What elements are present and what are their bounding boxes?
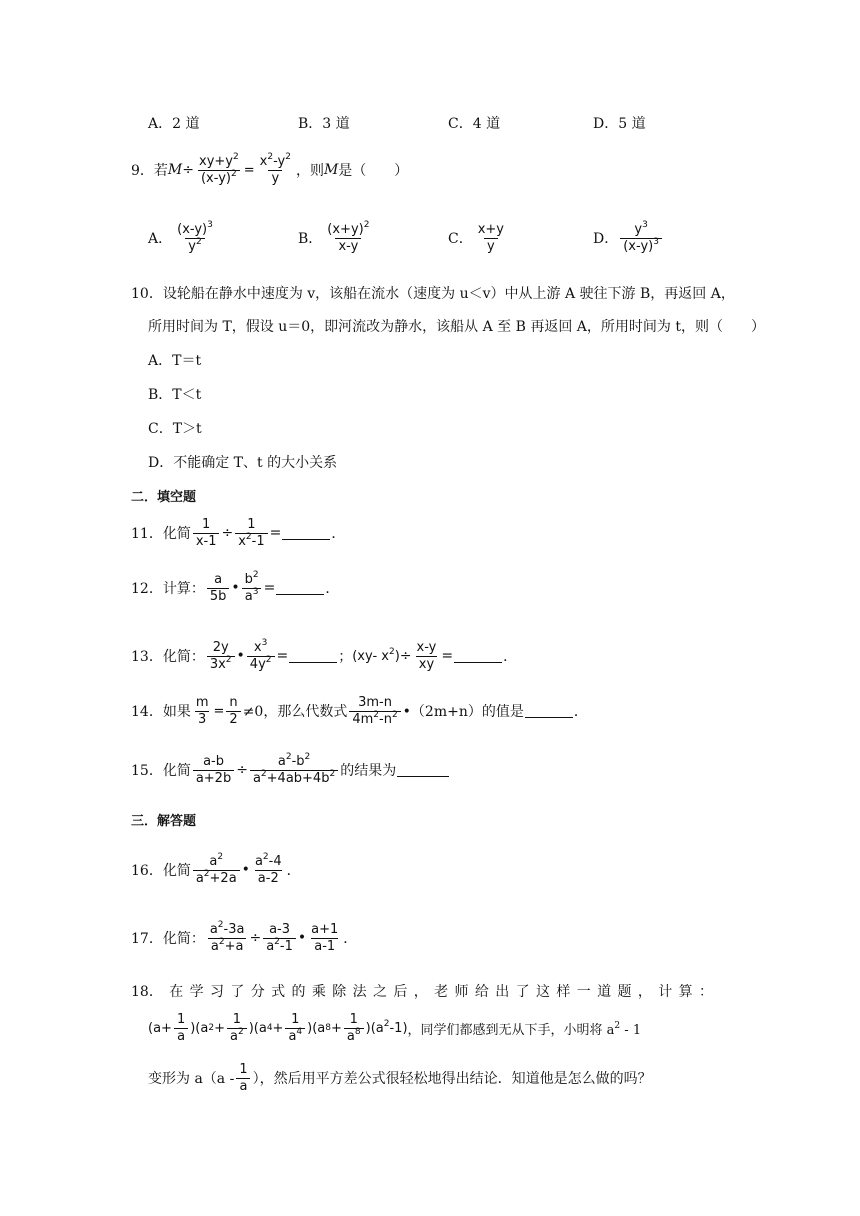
q18-f4-open: (a (312, 1020, 326, 1036)
q9-od-exp: 3 (642, 219, 648, 230)
q18-c3: 习 (209, 984, 224, 1000)
q18-f4-frac (344, 1013, 364, 1043)
q10-option-a (148, 350, 201, 370)
q9-option-d-label: D． (593, 231, 619, 247)
q11-end: ． (331, 526, 346, 542)
q9-var-m: M (167, 162, 183, 178)
q9-fraction-1 (196, 151, 242, 186)
q8-option-b (298, 113, 350, 133)
q18-f2-plus: + (214, 1020, 225, 1036)
q10-option-a-text: A．T＝t (148, 353, 202, 369)
q10-line-1-text: 10．设轮船在静水中速度为 v，该船在流水（速度为 u＜v）中从上游 A 驶往下游 B，再返回 A， (131, 286, 735, 302)
q11-frac-2: $\frac{1}{x^2-1}$ (235, 518, 267, 548)
q14-answer-blank[interactable] (525, 705, 573, 718)
q9-oa-num: (x-y) (177, 221, 208, 237)
q9-oa-den: y (188, 238, 196, 254)
q9-ob-den: x-y (338, 238, 359, 254)
q12-f1-den: 5b (207, 588, 230, 604)
q17-dot: • (297, 930, 307, 946)
q12-label: 12．计算： (131, 581, 205, 597)
q9-f2-den: y (271, 170, 280, 186)
q11-div: ÷ (221, 525, 234, 541)
q18-c17: 出 (495, 984, 510, 1000)
q15-answer-blank[interactable] (397, 764, 449, 777)
q16-label: 16．化简 (131, 863, 191, 879)
q17-f1-den-a: a (210, 938, 219, 954)
q18-tail-end: - 1 (620, 1022, 642, 1038)
q17-f1-den-b: +a (224, 938, 244, 954)
q14-mid: •（2m+n）的值是 (402, 704, 524, 720)
q18-f1-open: (a+ (148, 1020, 172, 1036)
q18-f2-open: (a (195, 1020, 209, 1036)
q18-c21: 一 (576, 984, 591, 1000)
q10-option-d-text: D．不能确定 T、t 的大小关系 (148, 455, 338, 471)
q18-c22: 道 (597, 984, 612, 1000)
q17 (131, 912, 357, 964)
q18-factor-2: (a 2 + $\frac{1}{a^2}$ ) (195, 1011, 254, 1044)
q13-eq2: = (441, 648, 454, 664)
q17-f1-num-b: -3a (223, 921, 245, 937)
q9-option-d (593, 214, 664, 262)
q17-label: 17．化简： (131, 931, 205, 947)
q13-f2-den: 4y (249, 656, 266, 672)
q18-line-3 (148, 1056, 652, 1100)
q15-frac-2: $\frac{a^2-b^2}{a^2+4ab+4b^2}$ (250, 755, 338, 785)
q18-f4-plus: + (331, 1020, 342, 1036)
q9-oc-num: x+y (477, 221, 504, 237)
q10-option-c (148, 418, 202, 438)
q12-f2-den: a (244, 588, 253, 604)
q16-frac-1: $\frac{a^2}{a^2+2a}$ (193, 855, 240, 885)
q18-l3-num: 1 (239, 1061, 248, 1077)
q18-f5-open: (a (370, 1020, 384, 1036)
q18-c19: 这 (535, 984, 550, 1000)
q14-f3-den-a: 4m (352, 711, 374, 727)
q11 (131, 510, 345, 556)
q18-factor-5 (370, 1018, 408, 1036)
q12-frac-2: $\frac{b^2}{a^3}$ (242, 573, 262, 603)
q10-option-b (148, 384, 201, 404)
q18-f4-num: 1 (349, 1011, 358, 1027)
q9-fraction-2 (257, 151, 294, 186)
q18-c10: 法 (352, 984, 367, 1000)
q9-option-c-label: C． (448, 231, 473, 247)
q8-option-b-text: B．3 道 (298, 116, 350, 132)
q15-f1-num: a-b (203, 753, 224, 769)
q11-f1-den: x-1 (193, 533, 220, 549)
q18-f5-close: -1) (389, 1020, 408, 1036)
q14-neq: ≠0，那么代数式 (242, 704, 348, 720)
q11-f2-den-a: x (238, 533, 246, 549)
q14-frac-1 (193, 696, 212, 726)
q9-f1-den: (x-y) (200, 170, 231, 186)
q16-f1-num: a (209, 853, 218, 869)
q15-f1-den: a+2b (193, 770, 234, 786)
q18-f1-num: 1 (176, 1011, 186, 1027)
q14-f3-den-b: -n (379, 711, 392, 727)
q18-tail (408, 1019, 642, 1038)
q13-div: ÷ (399, 648, 412, 664)
q9-text2: ，则 (295, 163, 324, 179)
q8-option-a (148, 113, 199, 133)
q17-div: ÷ (249, 930, 262, 946)
q8-option-a-text: A．2 道 (148, 116, 200, 132)
q18-tail-text: ，同学们都感到无从下手，小明将 a (407, 1022, 615, 1038)
q18-c16: 给 (474, 984, 489, 1000)
section-title-answer (131, 810, 196, 829)
section-title-fill-in (131, 486, 196, 505)
q18-f3-open: (a (253, 1020, 267, 1036)
q13-f2-num: x (253, 639, 262, 655)
q8-option-c-text: C．4 道 (448, 116, 501, 132)
q18-f2-den-exp: 2 (237, 1026, 244, 1037)
q9-option-d-frac (620, 219, 662, 254)
q16-frac-2: $\frac{a^2-4}{a-2}$ (254, 851, 282, 886)
q18-c13: ， (413, 984, 428, 1000)
q17-end: ． (343, 931, 358, 947)
q18-line-3-a: 变形为 a（a - (148, 1071, 235, 1087)
q18-line-3-b: ），然后用平方差公式很轻松地得出结论．知道他是怎么做的吗？ (252, 1071, 652, 1087)
q14-f2-num: n (229, 694, 238, 710)
q13-f1-den: 3x (209, 656, 226, 672)
q13-frac-1: $\frac{2y}{3x^2}$ (207, 641, 235, 671)
q18-c1: 在 (169, 984, 184, 1000)
q9-ob-exp: 2 (363, 219, 370, 230)
q16-f2-num-b: -4 (268, 853, 282, 869)
q15-f2-num-b: -b (291, 753, 305, 769)
q9-option-a-frac (174, 219, 216, 254)
q9-text: 若 (153, 163, 168, 179)
q18-c4: 了 (230, 984, 245, 1000)
q9-oa-exp: 3 (207, 219, 213, 230)
q18-c0: 18． (131, 984, 163, 1000)
q13-eq: = (276, 648, 289, 664)
q11-f1-num: 1 (202, 516, 211, 532)
q9-option-c (448, 214, 509, 262)
q9-equals: = (243, 162, 255, 178)
q13-frac-3 (414, 641, 440, 671)
q9-exp: 2 (232, 151, 239, 162)
q8-option-d (593, 113, 646, 133)
q16-f1-den-b: +2a (209, 870, 237, 886)
q10-line-2-text: 所用时间为 T，假设 u＝0，即河流改为静水，该船从 A 至 B 再返回 A，所用时间为 t，则（ ） (148, 319, 765, 335)
q18-f2-den: a (229, 1028, 238, 1044)
q16 (131, 844, 301, 896)
q15 (131, 746, 450, 794)
q18-line-3-frac (236, 1063, 250, 1093)
q17-frac-3 (308, 923, 341, 953)
q13-sep: ； (338, 649, 353, 665)
q9-ob-num: (x+y) (327, 221, 364, 237)
q18-f4-close: ) (365, 1020, 371, 1036)
q11-f2-den-b: -1 (251, 533, 265, 549)
section-2-text: 二．填空题 (131, 490, 197, 505)
q18-c11: 之 (372, 984, 387, 1000)
q13-dot: • (236, 648, 245, 664)
q9-stem (131, 148, 408, 192)
q11-frac-1 (193, 518, 220, 548)
q17-f3-num: a+1 (311, 921, 339, 937)
q9-od-den: (x-y) (623, 238, 654, 254)
q9-var-m-2: M (323, 162, 339, 178)
q9-number: 9． (131, 163, 154, 179)
q17-frac-1: $\frac{a^2-3a}{a^2+a}$ (209, 919, 245, 954)
q15-frac-1 (193, 755, 234, 785)
q9-od-num: y (634, 221, 643, 237)
q12-frac-1 (207, 573, 230, 603)
q18-c2: 学 (189, 984, 204, 1000)
q18-c25: 计 (658, 984, 673, 1000)
q9-f1-num: xy+y (199, 153, 233, 169)
q10-line-2 (148, 316, 765, 336)
q13-frac-2: $\frac{x^3}{4y^2}$ (247, 641, 275, 671)
q18-c12: 后 (393, 984, 408, 1000)
q9-option-b-label: B． (298, 231, 323, 247)
section-3-text: 三．解答题 (131, 814, 197, 829)
q14-frac-3: $\frac{3m-n}{4m^2-n^2}$ (349, 696, 400, 726)
q9-exp: 2 (267, 151, 274, 162)
q18-c14: 老 (434, 984, 449, 1000)
q14-frac-2 (226, 696, 240, 726)
q12 (131, 562, 339, 614)
q18-c23: 题 (617, 984, 632, 1000)
q10-line-1 (131, 283, 735, 303)
q18-c20: 样 (556, 984, 571, 1000)
q18-c18: 了 (515, 984, 530, 1000)
q9-oc-den: y (487, 238, 495, 254)
q14-eq: = (213, 703, 225, 719)
q17-f2-den-b: -1 (279, 938, 293, 954)
q14-f3-num: 3m-n (358, 694, 392, 710)
q18-c26: 算 (678, 984, 693, 1000)
q9-option-b-frac (324, 219, 372, 254)
q18-l3-den: a (236, 1078, 250, 1094)
q12-f2-num: b (244, 571, 253, 587)
q15-f2-den-b: +4ab+4b (266, 770, 330, 786)
q9-exp: 2 (230, 168, 237, 179)
q13-f3-num: x-y (416, 639, 437, 655)
q15-label: 15．化简 (131, 763, 191, 779)
q18-f1-frac (174, 1013, 188, 1043)
q18-c15: 师 (454, 984, 469, 1000)
q8-option-d-text: D．5 道 (593, 116, 646, 132)
q13-end: ． (503, 649, 518, 665)
q18-c7: 的 (291, 984, 306, 1000)
q18-factor-3: (a 4 + $\frac{1}{a^4}$ ) (253, 1011, 313, 1044)
q18-factor-1 (148, 1013, 195, 1043)
q14-label: 14．如果 (131, 704, 191, 720)
q10-option-d (148, 452, 337, 472)
q9-option-a (148, 214, 218, 262)
q9-od-den-exp: 3 (653, 236, 659, 247)
q12-end: ． (325, 581, 340, 597)
q16-dot: • (241, 862, 250, 878)
q11-answer-blank[interactable] (282, 527, 330, 540)
q11-label: 11．化简 (131, 526, 191, 542)
q16-end: ． (286, 863, 301, 879)
q9-oa-den-exp: 2 (195, 236, 202, 247)
q17-f1-num-a: a (209, 921, 218, 937)
q15-f2-den-a: a (252, 770, 261, 786)
q11-f2-num: 1 (247, 516, 256, 532)
q16-f2-num-a: a (254, 853, 263, 869)
q9-option-a-label: A． (148, 231, 173, 247)
q15-f2-num-a: a (277, 753, 286, 769)
q15-end: 的结果为 (340, 763, 397, 779)
q13-answer-blank-2[interactable] (454, 650, 502, 663)
q14-end: ． (573, 704, 588, 720)
q13-f1-num: 2y (212, 639, 229, 655)
q18-f4-den-exp: 8 (354, 1026, 361, 1037)
q13-expr-b: ) (394, 648, 400, 664)
q11-eq: = (269, 525, 282, 541)
q18-f3-den-exp: 4 (296, 1026, 303, 1037)
q18-f3-den: a (288, 1028, 297, 1044)
q9-option-b (298, 214, 374, 262)
q15-div: ÷ (236, 762, 248, 778)
q14-f1-den: 3 (195, 711, 209, 727)
q10-option-c-text: C．T＞t (148, 421, 202, 437)
q18-c24: ， (637, 984, 652, 1000)
q13-answer-blank-1[interactable] (289, 650, 337, 663)
q18-f2-close: ) (248, 1020, 254, 1036)
q9-text3: 是（ ） (338, 163, 409, 179)
q18-c9: 除 (332, 984, 347, 1000)
q9-div-sign: ÷ (182, 162, 194, 178)
q13: 13．化简： $\frac{2y}{3x^2}$ • $\frac{x^3}{4y^2}$ = ； (xy- $x^2$) ÷ $\frac{x-y}{xy}$ = ． (131, 637, 518, 672)
q18-f3-frac (285, 1013, 305, 1043)
q16-f1-den-a: a (195, 870, 204, 886)
q18-f2-frac (227, 1013, 247, 1043)
q18-line-1 (131, 981, 713, 1001)
q18-factor-4: (a 8 + $\frac{1}{a^8}$ ) (312, 1011, 371, 1044)
q18-f1-close: ) (190, 1020, 196, 1036)
q10-option-b-text: B．T＜t (148, 387, 202, 403)
q18-line-2 (148, 1004, 641, 1052)
q18-f5-exp: 2 (383, 1018, 390, 1029)
q13-f3-den: xy (416, 656, 437, 672)
q12-f1-num: a (214, 571, 223, 587)
q17-f3-den: a-1 (311, 938, 338, 954)
q17-f2-den-a: a (266, 938, 275, 954)
q18-c6: 式 (271, 984, 286, 1000)
q12-answer-blank[interactable] (276, 582, 324, 595)
q8-option-c (448, 113, 500, 133)
q18-c27: ： (698, 984, 713, 1000)
q14-f2-den: 2 (226, 711, 240, 727)
q9-f2-num-b: -y (273, 153, 286, 169)
q17-frac-2: $\frac{a-3}{a^2-1}$ (263, 923, 296, 953)
q12-dot: • (231, 580, 240, 596)
q9-option-c-frac (475, 223, 507, 253)
q14-f1-num: m (195, 694, 209, 710)
q13-label: 13．化简： (131, 649, 205, 665)
q18-f2-num: 1 (232, 1011, 241, 1027)
q9-f2-num-a: x (259, 153, 268, 169)
q18-f3-plus: + (272, 1020, 284, 1036)
q9-exp: 2 (285, 151, 291, 162)
q18-tail-exp: 2 (614, 1020, 621, 1031)
q12-eq: = (263, 580, 276, 596)
q18-f3-close: ) (307, 1020, 313, 1036)
q18-f3-num: 1 (291, 1011, 300, 1027)
q14 (131, 688, 588, 734)
q18-f4-den: a (346, 1028, 355, 1044)
q18-f1-den: a (174, 1028, 188, 1044)
q18-c5: 分 (250, 984, 265, 1000)
q17-f2-num: a-3 (269, 921, 290, 937)
q16-f2-den: a-2 (255, 870, 282, 886)
q18-c8: 乘 (311, 984, 326, 1000)
q13-expr-a: (xy- x (352, 648, 389, 664)
